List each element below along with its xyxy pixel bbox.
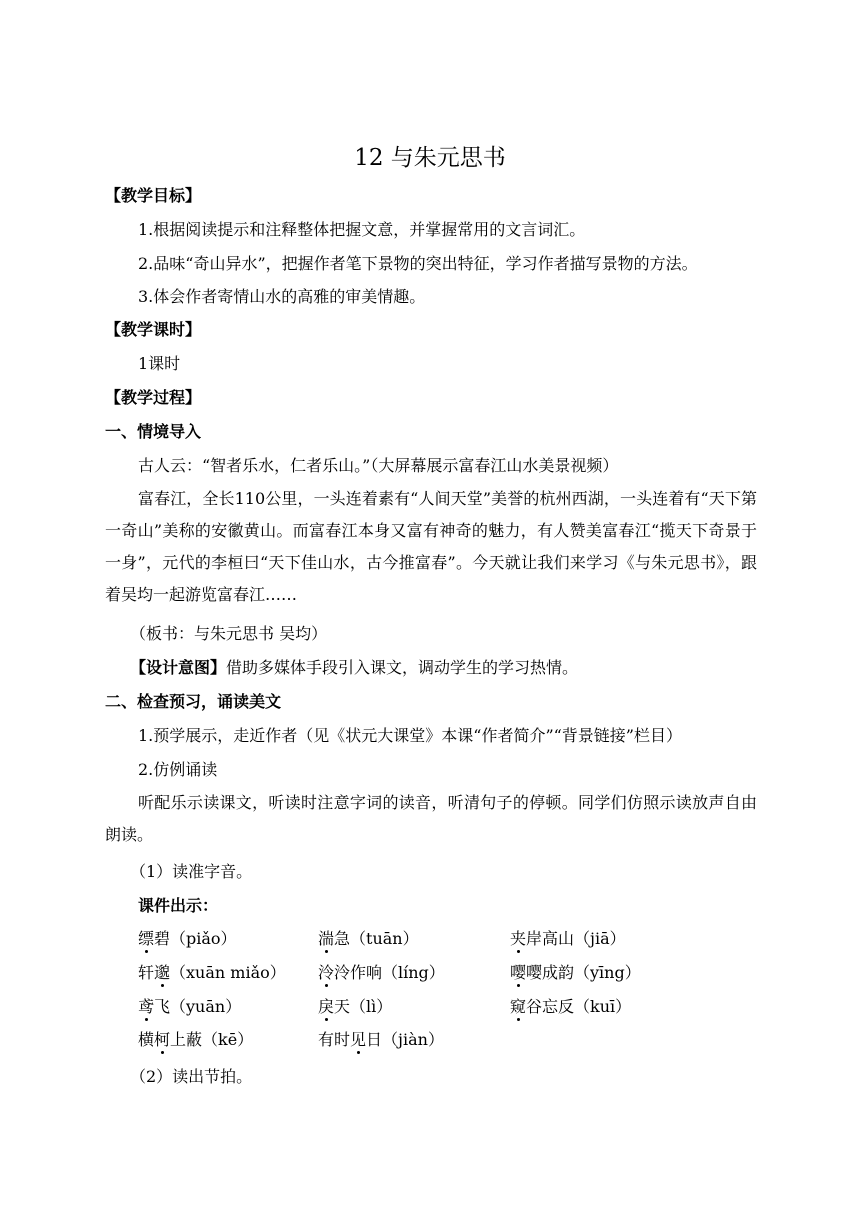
part1-paragraph: 富春江，全长110公里，一头连着素有“人间天堂”美誉的杭州西湖，一头连着有“天下第一奇山”美称的安徽黄山。而富春江本身又富有神奇的魅力，有人赞美富春江“揽天下奇景于一身”，元代的李桓曰“天下佳山水，古今推富春”。今天就让我们来学习《与朱元思书》，跟着吴均一起游览富春江……: [105, 489, 757, 604]
part2-item: 2.仿例诵读: [138, 760, 218, 779]
goal-item: 1.根据阅读提示和注释整体把握文意，并掌握常用的文言词汇。: [138, 220, 586, 239]
process-heading: 【教学过程】: [105, 388, 202, 407]
part2-heading: 二、检查预习，诵读美文: [105, 692, 282, 711]
part2-item: 1.预学展示，走近作者（见《状元大课堂》本课“作者简介”“背景链接”栏目）: [138, 726, 682, 745]
vocab-item: 横柯上蔽（kē）: [138, 1030, 254, 1049]
page-title: 12 与朱元思书: [354, 145, 506, 171]
board-note: （板书：与朱元思书 吴均）: [130, 624, 328, 643]
part1-heading: 一、情境导入: [105, 422, 202, 441]
goal-item: 2.品味“奇山异水”，把握作者笔下景物的突出特征，学习作者描写景物的方法。: [138, 254, 698, 273]
vocab-item: 泠泠作响（líng）: [318, 963, 445, 982]
vocab-item: 戾天（lì）: [318, 997, 393, 1016]
vocab-item: 湍急（tuān）: [318, 929, 419, 948]
goals-heading: 【教学目标】: [105, 186, 202, 205]
vocab-item: 缥碧（piǎo）: [138, 929, 237, 948]
read-sound-step: （1）读准字音。: [130, 862, 253, 881]
vocab-item: 有时见日（jiàn）: [318, 1030, 444, 1049]
design-intent-text: 借助多媒体手段引入课文，调动学生的学习热情。: [226, 658, 579, 677]
goal-item: 3.体会作者寄情山水的高雅的审美情趣。: [138, 287, 426, 306]
vocab-item: 鸢飞（yuān）: [138, 997, 242, 1016]
part2-paragraph: 听配乐示读课文，听读时注意字词的读音，听清句子的停顿。同学们仿照示读放声自由朗读。: [105, 793, 757, 844]
hours-text: 1课时: [138, 354, 181, 373]
vocab-item: 窥谷忘反（kuī）: [510, 997, 632, 1016]
vocab-item: 夹岸高山（jiā）: [510, 929, 626, 948]
hours-heading: 【教学课时】: [105, 320, 202, 339]
design-intent: [130, 657, 578, 679]
vocab-item: 轩邈（xuān miǎo）: [138, 963, 286, 982]
vocab-item: 嘤嘤成韵（yīng）: [510, 963, 641, 982]
slide-label: 课件出示：: [138, 896, 219, 915]
design-intent-label: 【设计意图】: [130, 658, 227, 677]
read-rhythm-step: （2）读出节拍。: [130, 1067, 253, 1086]
part1-quote: 古人云：“智者乐水，仁者乐山。”（大屏幕展示富春江山水美景视频）: [138, 456, 619, 475]
